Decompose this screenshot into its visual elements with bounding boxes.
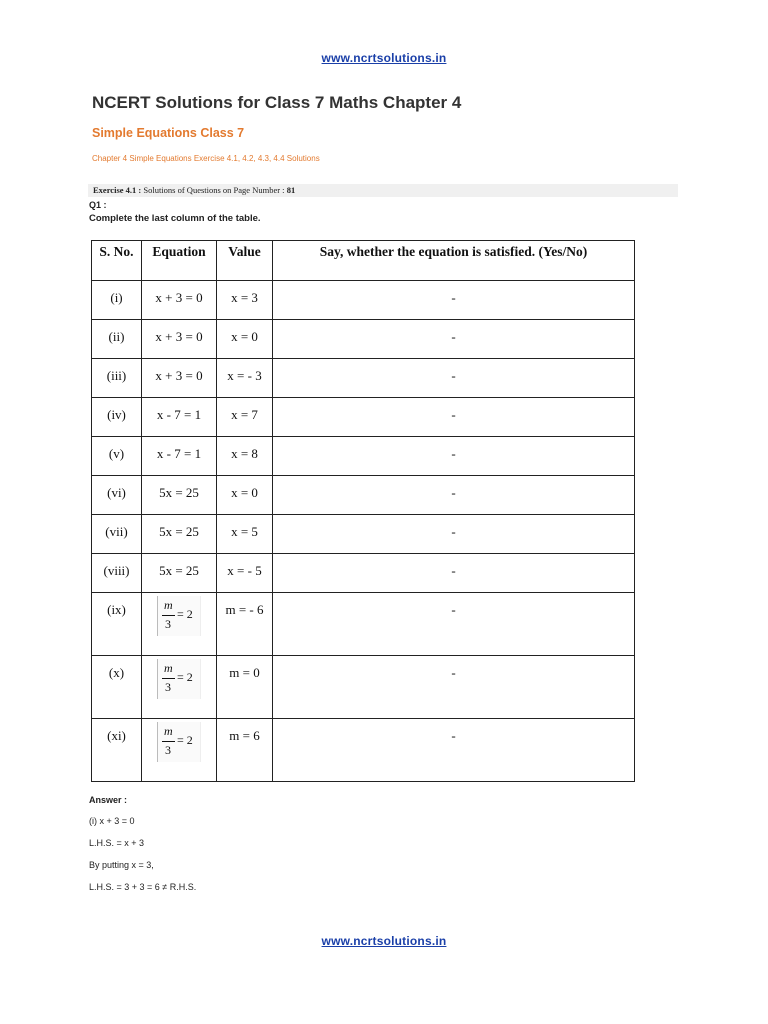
row-value: x = 3 <box>217 281 273 320</box>
row-satisfied: - <box>273 281 635 320</box>
row-sno: (v) <box>92 437 142 476</box>
header-sno: S. No. <box>92 241 142 281</box>
answer-line-2: L.H.S. = x + 3 <box>89 838 145 848</box>
row-sno: (viii) <box>92 554 142 593</box>
row-equation: x - 7 = 1 <box>142 437 217 476</box>
footer-site-link[interactable]: www.ncrtsolutions.in <box>321 934 447 948</box>
row-equation <box>142 593 217 656</box>
row-value: x = 8 <box>217 437 273 476</box>
table-body <box>92 281 635 782</box>
table-row <box>92 359 635 398</box>
table-row <box>92 554 635 593</box>
row-value: x = 7 <box>217 398 273 437</box>
row-equation <box>142 656 217 719</box>
table-row <box>92 437 635 476</box>
row-equation: x - 7 = 1 <box>142 398 217 437</box>
row-satisfied: - <box>273 398 635 437</box>
table-header-row <box>92 241 635 281</box>
table-row <box>92 281 635 320</box>
fraction-bar <box>162 741 175 742</box>
answer-line-1: (i) x + 3 = 0 <box>89 816 135 826</box>
exercise-desc: Solutions of Questions on Page Number : <box>141 185 287 195</box>
fraction-equation <box>157 722 201 762</box>
fraction-numerator: m <box>164 724 173 738</box>
question-text: Complete the last column of the table. <box>89 213 261 224</box>
fraction-numerator: m <box>164 598 173 612</box>
table-row <box>92 320 635 359</box>
row-equation: 5x = 25 <box>142 515 217 554</box>
fraction-bar <box>162 615 175 616</box>
fraction-rhs: = 2 <box>177 670 193 684</box>
row-satisfied: - <box>273 719 635 782</box>
row-value: x = 0 <box>217 476 273 515</box>
row-equation: 5x = 25 <box>142 476 217 515</box>
table-row <box>92 398 635 437</box>
answer-line-3: By putting x = 3, <box>89 860 154 870</box>
row-equation: 5x = 25 <box>142 554 217 593</box>
header-equation: Equation <box>142 241 217 281</box>
row-sno: (iii) <box>92 359 142 398</box>
header-site-link[interactable]: www.ncrtsolutions.in <box>321 51 447 65</box>
row-satisfied: - <box>273 476 635 515</box>
table-row <box>92 656 635 719</box>
row-satisfied: - <box>273 515 635 554</box>
row-value: m = 0 <box>217 656 273 719</box>
fraction-denominator: 3 <box>165 743 171 757</box>
table-row <box>92 719 635 782</box>
row-sno: (xi) <box>92 719 142 782</box>
table-row <box>92 476 635 515</box>
row-equation: x + 3 = 0 <box>142 281 217 320</box>
row-sno: (iv) <box>92 398 142 437</box>
row-satisfied: - <box>273 320 635 359</box>
page-subtitle: Simple Equations Class 7 <box>92 126 245 140</box>
page-title: NCERT Solutions for Class 7 Maths Chapter 4 <box>92 93 462 112</box>
exercise-label: Exercise 4.1 : <box>93 185 142 195</box>
chapter-line: Chapter 4 Simple Equations Exercise 4.1, 4.2, 4.3, 4.4 Solutions <box>92 154 320 163</box>
fraction-equation <box>157 659 201 699</box>
row-sno: (vi) <box>92 476 142 515</box>
row-sno: (x) <box>92 656 142 719</box>
row-equation: x + 3 = 0 <box>142 359 217 398</box>
fraction-equation <box>157 596 201 636</box>
row-value: x = - 3 <box>217 359 273 398</box>
answer-line-4: L.H.S. = 3 + 3 = 6 ≠ R.H.S. <box>89 882 197 892</box>
fraction-bar <box>162 678 175 679</box>
fraction-numerator: m <box>164 661 173 675</box>
row-value: m = 6 <box>217 719 273 782</box>
table-row <box>92 593 635 656</box>
row-satisfied: - <box>273 359 635 398</box>
row-value: x = 5 <box>217 515 273 554</box>
exercise-page: 81 <box>286 185 296 195</box>
row-sno: (ii) <box>92 320 142 359</box>
row-equation: x + 3 = 0 <box>142 320 217 359</box>
fraction-denominator: 3 <box>165 680 171 694</box>
row-sno: (vii) <box>92 515 142 554</box>
answer-label: Answer : <box>89 795 128 805</box>
question-number: Q1 : <box>89 200 107 210</box>
fraction-rhs: = 2 <box>177 607 193 621</box>
fraction-rhs: = 2 <box>177 733 193 747</box>
row-satisfied: - <box>273 656 635 719</box>
equation-table <box>91 240 635 782</box>
row-value: m = - 6 <box>217 593 273 656</box>
row-sno: (ix) <box>92 593 142 656</box>
fraction-denominator: 3 <box>165 617 171 631</box>
row-satisfied: - <box>273 593 635 656</box>
header-satisfied: Say, whether the equation is satisfied. (Yes/No) <box>273 241 635 281</box>
table-row <box>92 515 635 554</box>
row-sno: (i) <box>92 281 142 320</box>
header-value: Value <box>217 241 273 281</box>
row-value: x = - 5 <box>217 554 273 593</box>
row-satisfied: - <box>273 554 635 593</box>
row-satisfied: - <box>273 437 635 476</box>
row-equation <box>142 719 217 782</box>
exercise-line <box>93 185 295 195</box>
row-value: x = 0 <box>217 320 273 359</box>
